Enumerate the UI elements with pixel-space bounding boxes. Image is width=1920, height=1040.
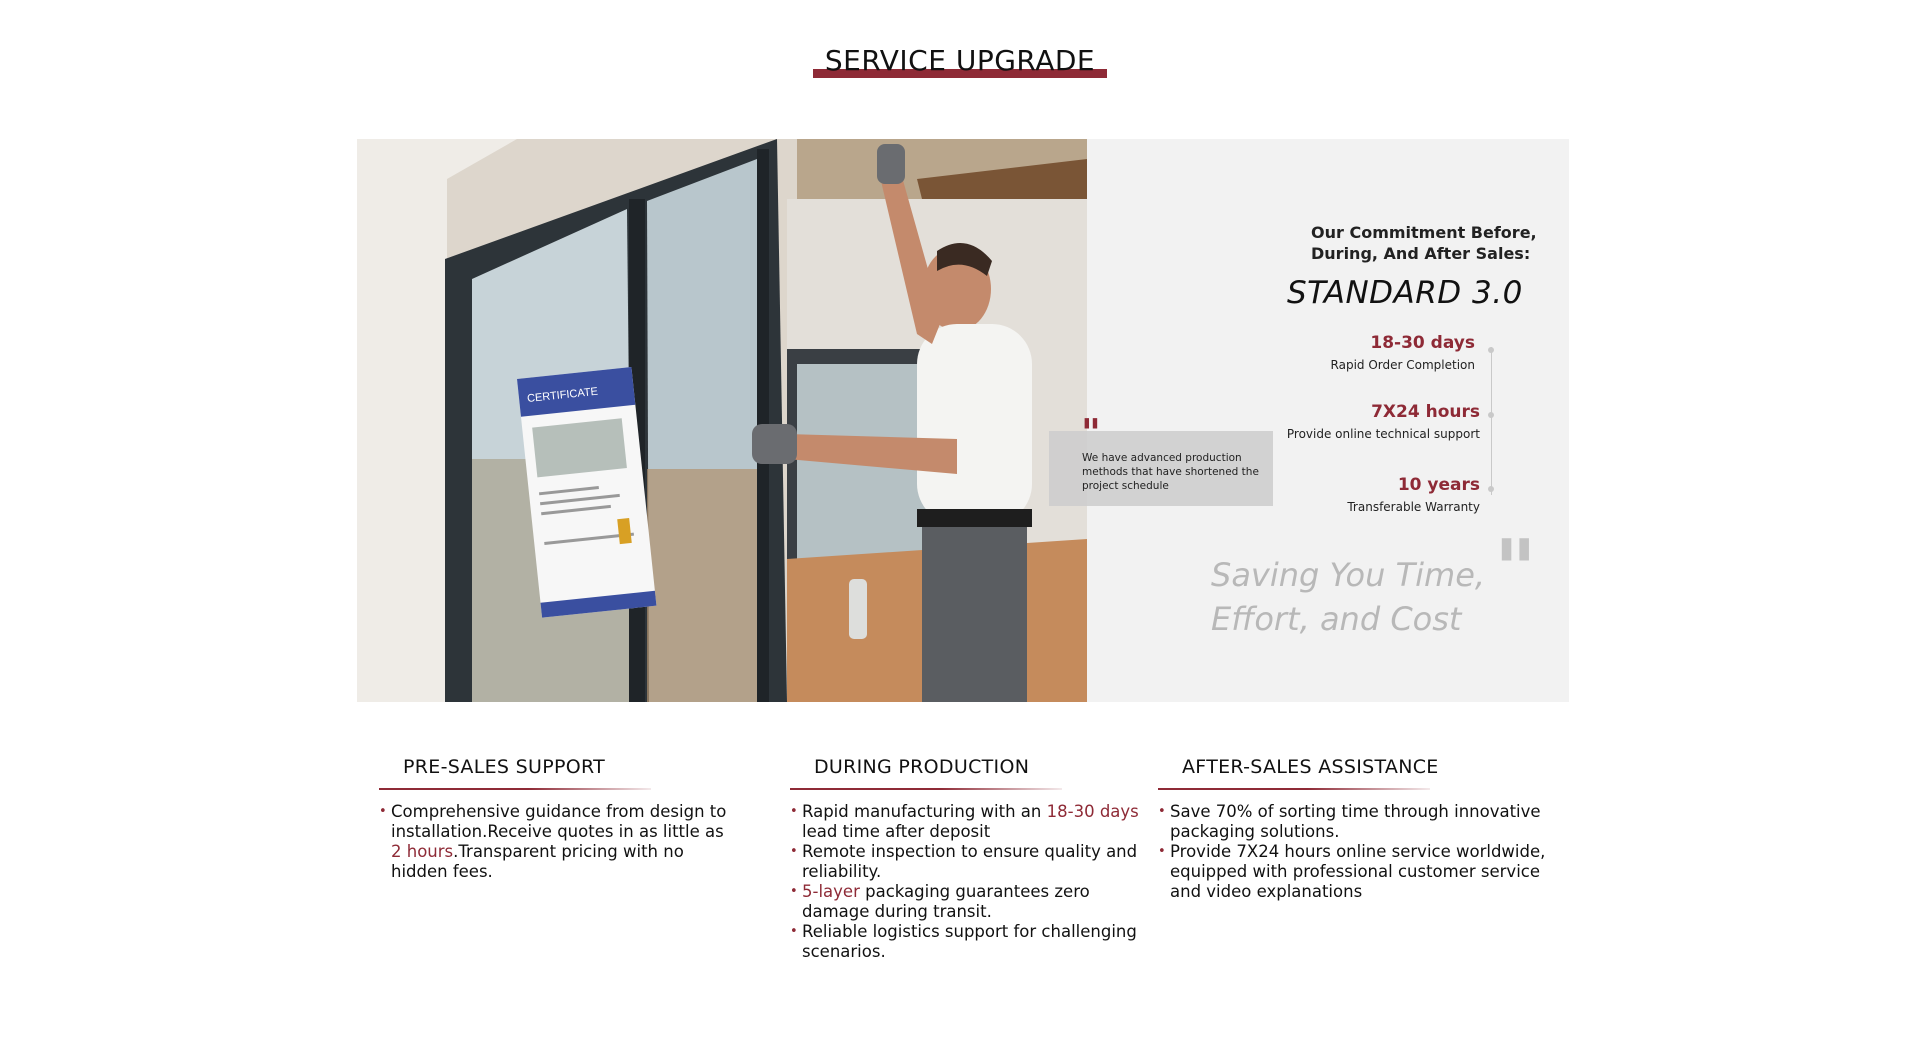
list-item: • Comprehensive guidance from design to installation.Receive quotes in as little as 2 hours.Transparent pricing with no hidden fees. <box>379 802 739 882</box>
commitment-heading <box>1311 222 1537 264</box>
stat-value: 18-30 days <box>1370 333 1475 353</box>
certificate-title: CERTIFICATE <box>526 385 599 406</box>
slogan <box>1211 553 1485 641</box>
quote-mark-icon: " <box>1081 411 1101 455</box>
stat-warranty <box>1347 475 1480 514</box>
slogan-line-1: Saving You Time, <box>1211 556 1486 594</box>
column-rule <box>379 788 651 790</box>
column-after-sales <box>1158 756 1548 902</box>
column-title: AFTER-SALES ASSISTANCE <box>1182 756 1439 778</box>
installer-photo-illustration <box>357 139 1087 702</box>
callout-text: We have advanced production methods that have shortened the project schedule <box>1082 452 1259 492</box>
slogan-line-2: Effort, and Cost <box>1211 600 1462 638</box>
column-rule <box>1158 788 1430 790</box>
column-title: DURING PRODUCTION <box>814 756 1030 778</box>
page-title-wrap <box>0 44 1920 77</box>
stat-label: Provide online technical support <box>1286 427 1480 441</box>
commitment-line-2: During, And After Sales: <box>1311 244 1531 263</box>
stat-label: Transferable Warranty <box>1347 500 1480 514</box>
column-title: PRE-SALES SUPPORT <box>403 756 605 778</box>
commitment-line-1: Our Commitment Before, <box>1311 223 1537 242</box>
timeline-dot <box>1488 412 1494 418</box>
stat-label: Rapid Order Completion <box>1330 358 1475 372</box>
page-title <box>813 44 1107 77</box>
list-item: • Remote inspection to ensure quality and reliability. <box>790 842 1150 882</box>
column-list <box>379 802 739 882</box>
stat-value: 7X24 hours <box>1371 402 1480 422</box>
page-title-text: SERVICE UPGRADE <box>824 44 1096 77</box>
stat-technical-support <box>1287 402 1480 441</box>
stat-value: 10 years <box>1397 475 1480 495</box>
list-item: • Provide 7X24 hours online service worldwide, equipped with professional customer service and video explanations <box>1158 842 1548 902</box>
timeline-dot <box>1488 486 1494 492</box>
list-item: • Rapid manufacturing with an 18-30 days lead time after deposit <box>790 802 1150 842</box>
list-item: • Reliable logistics support for challenging scenarios. <box>790 922 1150 962</box>
column-during-production <box>790 756 1150 962</box>
standard-version: STANDARD 3.0 <box>1287 275 1523 311</box>
column-list <box>790 802 1150 962</box>
schedule-callout <box>1049 411 1273 506</box>
column-rule <box>790 788 1062 790</box>
stat-order-completion <box>1331 333 1475 372</box>
column-list <box>1158 802 1548 902</box>
column-pre-sales <box>379 756 739 882</box>
list-item: • Save 70% of sorting time through innovative packaging solutions. <box>1158 802 1548 842</box>
list-item: • 5-layer packaging guarantees zero damage during transit. <box>790 882 1150 922</box>
installer-photo <box>357 139 1087 702</box>
quote-mark-icon: " <box>1494 523 1537 618</box>
timeline-dot <box>1488 347 1494 353</box>
stats-timeline-line <box>1491 347 1492 495</box>
